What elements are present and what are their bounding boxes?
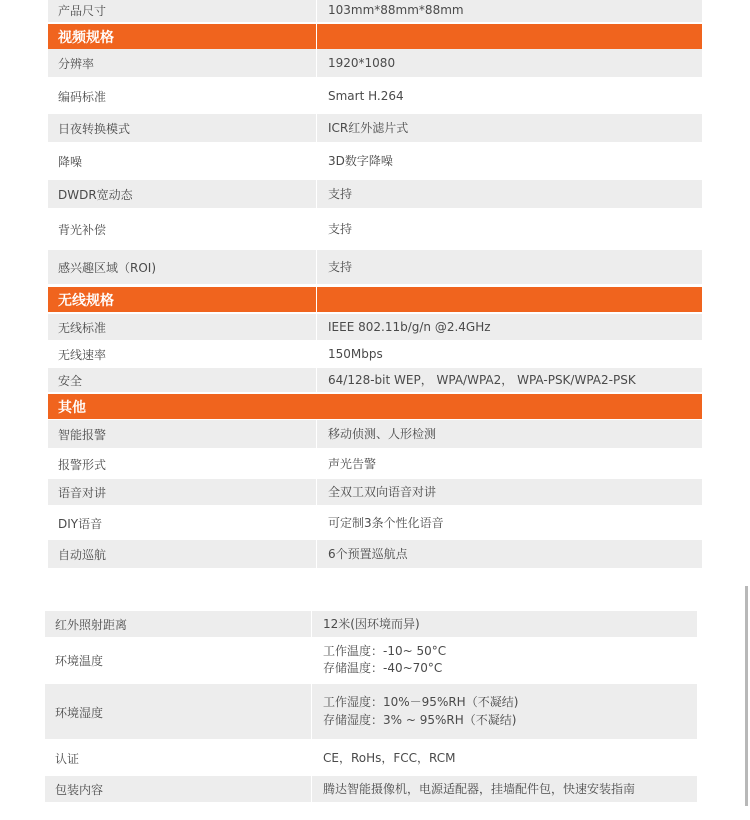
- column-divider: [316, 314, 317, 392]
- row-label: 感兴趣区域（ROI): [58, 261, 157, 275]
- section-title: 无线规格: [58, 293, 114, 309]
- row-label: DIY语音: [58, 517, 103, 531]
- table-row: [48, 145, 702, 177]
- row-label: 环境温度: [55, 654, 104, 668]
- section-header-video: [48, 24, 702, 49]
- row-value: 声光告警: [328, 457, 377, 471]
- section-title: 视频规格: [58, 30, 114, 46]
- row-label: 背光补偿: [58, 223, 107, 237]
- table-row: [48, 420, 702, 448]
- table-row: [45, 611, 697, 637]
- row-value-line1: 工作温度：-10~ 50°C: [323, 644, 447, 658]
- row-value: 移动侦测、人形检测: [328, 427, 437, 441]
- row-label: 安全: [58, 374, 83, 388]
- row-value: CE，RoHs，FCC，RCM: [323, 751, 456, 765]
- row-label: 语音对讲: [58, 486, 107, 500]
- table-row: [48, 314, 702, 340]
- row-label: 产品尺寸: [58, 4, 107, 18]
- row-label: 红外照射距离: [55, 618, 128, 632]
- row-label: DWDR宽动态: [58, 188, 133, 202]
- row-label: 编码标准: [58, 90, 107, 104]
- row-value: 支持: [328, 187, 353, 201]
- table-row: [48, 114, 702, 142]
- table-row: [48, 250, 702, 284]
- table-row: [48, 80, 702, 112]
- table-row: [48, 540, 702, 568]
- row-value: 可定制3条个性化语音: [328, 516, 444, 530]
- row-value: 支持: [328, 260, 353, 274]
- table-row: [48, 0, 702, 22]
- row-value: 103mm*88mm*88mm: [328, 3, 464, 17]
- table-row: [48, 479, 702, 505]
- table-row: [48, 49, 702, 77]
- row-value: 腾达智能摄像机，电源适配器，挂墙配件包，快速安装指南: [323, 782, 636, 796]
- section-title: 其他: [58, 400, 86, 416]
- row-label: 降噪: [58, 155, 83, 169]
- row-value: 3D数字降噪: [328, 154, 393, 168]
- row-value: 全双工双向语音对讲: [328, 485, 437, 499]
- row-label: 无线速率: [58, 348, 107, 362]
- table-row: [48, 368, 702, 392]
- column-divider: [316, 49, 317, 284]
- row-label: 包装内容: [55, 783, 104, 797]
- table-row: [48, 450, 702, 478]
- row-label: 无线标准: [58, 321, 107, 335]
- row-value-line1: 工作湿度：10%－95%RH（不凝结): [323, 695, 519, 709]
- column-divider: [311, 611, 312, 802]
- table-row: [48, 180, 702, 208]
- scrollbar[interactable]: [745, 586, 748, 806]
- divider: [316, 24, 317, 49]
- row-value: IEEE 802.11b/g/n @2.4GHz: [328, 320, 491, 334]
- row-value: 1920*1080: [328, 56, 396, 70]
- divider: [316, 287, 317, 312]
- row-value: 12米(因环境而异): [323, 617, 420, 631]
- column-divider: [316, 0, 317, 22]
- row-value-line2: 存储温度：-40~70°C: [323, 661, 443, 675]
- table-row: [48, 341, 702, 367]
- table-row: [45, 742, 697, 774]
- row-label: 日夜转换模式: [58, 122, 131, 136]
- row-label: 报警形式: [58, 458, 107, 472]
- column-divider: [316, 420, 317, 568]
- row-value: Smart H.264: [328, 89, 404, 103]
- section-header-other: [48, 394, 702, 419]
- table-row: [48, 507, 702, 539]
- table-row: [45, 684, 697, 739]
- row-value: 150Mbps: [328, 347, 383, 361]
- table-row: [45, 640, 697, 680]
- table-row: [45, 776, 697, 802]
- row-value: 支持: [328, 222, 353, 236]
- row-value-line2: 存储湿度：3% ~ 95%RH（不凝结): [323, 713, 517, 727]
- section-header-wireless: [48, 287, 702, 312]
- row-value: ICR红外滤片式: [328, 121, 409, 135]
- row-label: 自动巡航: [58, 548, 107, 562]
- row-label: 认证: [55, 752, 80, 766]
- row-value: 6个预置巡航点: [328, 547, 408, 561]
- table-row: [48, 211, 702, 247]
- row-label: 智能报警: [58, 428, 107, 442]
- row-label: 分辨率: [58, 57, 95, 71]
- row-value: 64/128-bit WEP， WPA/WPA2， WPA-PSK/WPA2-PSK: [328, 373, 636, 387]
- row-label: 环境湿度: [55, 706, 104, 720]
